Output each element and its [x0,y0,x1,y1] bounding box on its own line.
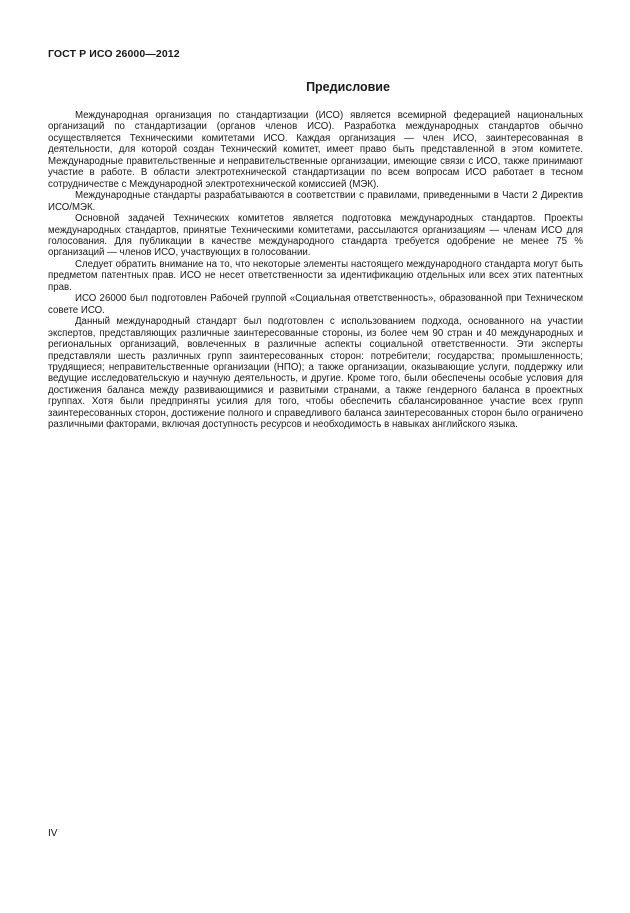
section-title: Предисловие [306,80,390,94]
page-number: IV [48,828,58,839]
document-header: ГОСТ Р ИСО 26000—2012 [48,48,180,60]
paragraph-directives: Международные стандарты разрабатываются в соответствии с правилами, приведенными в Части 2 Директив ИСО/МЭК. [48,190,583,213]
paragraph-patents: Следует обратить внимание на то, что некоторые элементы настоящего международного стандарта могут быть предметом патентных прав. ИСО не несет ответственности за идентификацию отдельных или всех этих патентных прав. [48,258,583,293]
paragraph-working-group: ИСО 26000 был подготовлен Рабочей группой «Социальная ответственность», образованной при Техническом совете ИСО. [48,293,583,316]
paragraph-committees: Основной задачей Технических комитетов является подготовка международных стандартов. Проекты международных стандартов, принятые Техническими комитетами, рассылаются организациям — членам ИСО для голосования. Для публикации в качестве международного стандарта требуется одобрение не менее 75 % организаций — членов ИСО, участвующих в голосовании. [48,213,583,259]
paragraph-experts: Данный международный стандарт был подготовлен с использованием подхода, основанного на участии экспертов, представляющих различные заинтересованные стороны, из более чем 90 стран и 40 международных и региональных организаций, вовлеченных в различные аспекты социальной ответственности. Эти эксперты представляли шесть различных групп заинтересованных сторон: потребители; государства; промышленность; трудящиеся; неправительственные организации (НПО); а также организации, оказывающие услуги, поддержку или ведущие исследовательскую и научную деятельность, и другие. Кроме того, были обеспечены особые условия для достижения баланса между развивающимися и развитыми странами, а также гендерного баланса в проектных группах. Хотя были предприняты усилия для того, чтобы обеспечить сбалансированное участие всех групп заинтересованных сторон, достижение полного и справедливого баланса заинтересованных сторон было ограничено различными факторами, включая доступность ресурсов и необходимость в навыках английского языка. [48,316,583,431]
paragraph-iso-overview: Международная организация по стандартизации (ИСО) является всемирной федерацией национальных организаций по стандартизации (органов членов ИСО). Разработка международных стандартов обычно осуществляется Техническими комитетами ИСО. Каждая организация — член ИСО, заинтересованная в деятельности, для которой создан Технический комитет, имеет право быть представленной в этом комитете. Международные правительственные и неправительственные организации, имеющие связи с ИСО, также принимают участие в работе. В области электротехнической стандартизации по всем вопросам ИСО работает в тесном сотрудничестве с Международной электротехнической комиссией (МЭК). [48,110,583,190]
foreword-body [48,110,583,431]
